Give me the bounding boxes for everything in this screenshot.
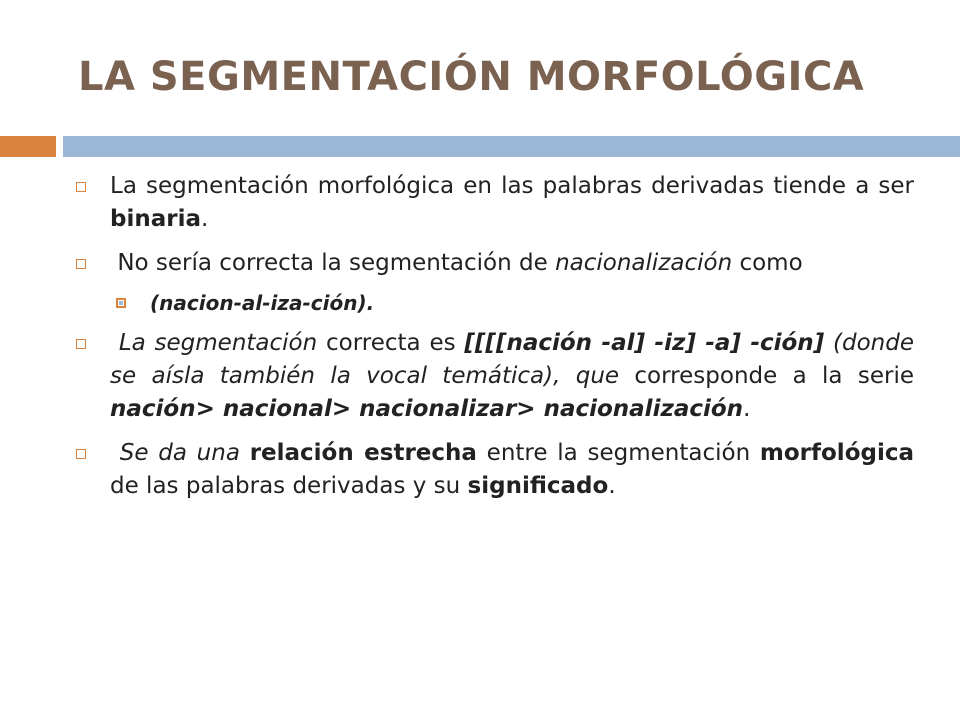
- title-accent-bar: [0, 136, 56, 157]
- bullet-4-text-1: entre la segmentación: [476, 440, 760, 466]
- bullet-item-1: [74, 170, 914, 236]
- slide-body: [74, 170, 914, 514]
- bullet-3-text-1: correcta es: [317, 330, 465, 356]
- bullet-item-2: [74, 247, 914, 280]
- bullet-4-bold-2: morfológica: [759, 440, 914, 466]
- bullet-1-text: La segmentación morfológica en las palabras derivadas tiende a ser: [110, 173, 914, 199]
- bullet-3-word-3: nacionalizar: [359, 396, 517, 422]
- bullet-3-italic-2: (donde se aísla también la vocal temática), que: [110, 330, 914, 389]
- title-divider-bar: [63, 136, 960, 157]
- bullet-4-space: [240, 440, 250, 466]
- sub-bullet-item: [74, 288, 914, 318]
- bullet-4-bold-1: relación estrecha: [249, 440, 477, 466]
- bullet-3-sep-1: >: [195, 396, 223, 422]
- bullet-3-sep-3: >: [516, 396, 544, 422]
- bullet-item-3: [74, 327, 914, 426]
- bullet-3-word-1: nación: [110, 396, 196, 422]
- bullet-1-end: .: [201, 206, 209, 232]
- hollow-square-icon: [76, 449, 86, 459]
- bullet-3-bracket-formula: [[[[nación -al] -iz] -a] -ción]: [464, 330, 825, 356]
- bullet-4-end: .: [608, 473, 616, 499]
- bullet-3-word-2: nacional: [222, 396, 332, 422]
- bullet-3-text-2: corresponde a la serie: [619, 363, 914, 389]
- bullet-4-text-2: de las palabras derivadas y su: [110, 473, 468, 499]
- bullet-2-end: como: [732, 250, 803, 276]
- filled-square-icon: [116, 298, 126, 308]
- bullet-3-word-4: nacionalización: [543, 396, 744, 422]
- bullet-3-space: [824, 330, 833, 356]
- hollow-square-icon: [76, 339, 86, 349]
- slide-title: LA SEGMENTACIÓN MORFOLÓGICA: [78, 54, 865, 100]
- bullet-2-text: No sería correcta la segmentación de: [117, 250, 556, 276]
- bullet-3-end: .: [743, 396, 751, 422]
- bullet-3-sep-2: >: [331, 396, 360, 422]
- sub-bullet-text: (nacion-al-iza-ción).: [150, 291, 375, 315]
- bullet-4-italic: Se da una: [119, 440, 240, 466]
- hollow-square-icon: [76, 182, 86, 192]
- bullet-3-italic-1: La segmentación: [118, 330, 318, 356]
- hollow-square-icon: [76, 259, 86, 269]
- bullet-2-italic: nacionalización: [555, 250, 733, 276]
- bullet-1-bold: binaria: [110, 206, 201, 232]
- bullet-4-bold-3: significado: [467, 473, 609, 499]
- bullet-item-4: [74, 437, 914, 503]
